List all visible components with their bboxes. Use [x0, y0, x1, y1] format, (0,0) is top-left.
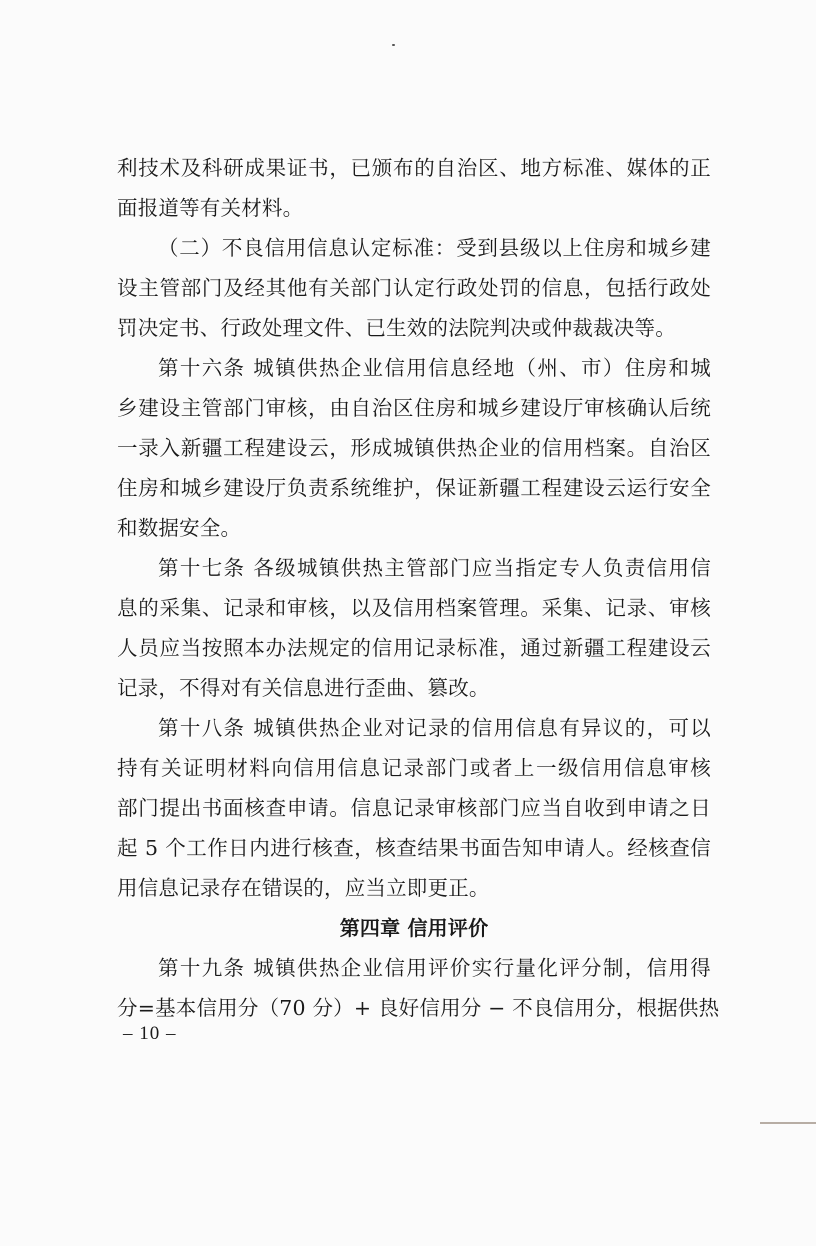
- paragraph-line: 第十六条 城镇供热企业信用信息经地（州、市）住房和城: [158, 356, 711, 380]
- paragraph-line: 息的采集、记录和审核，以及信用档案管理。采集、记录、审核: [117, 596, 711, 620]
- chapter-heading: 第四章 信用评价: [339, 916, 489, 940]
- paragraph-line: 分=基本信用分（70 分）+ 良好信用分 − 不良信用分，根据供热: [117, 996, 720, 1020]
- scan-speck: [392, 44, 395, 46]
- paragraph-line: 用信息记录存在错误的，应当立即更正。: [117, 876, 490, 900]
- paragraph-line: 第十九条 城镇供热企业信用评价实行量化评分制，信用得: [158, 956, 711, 980]
- paragraph-line: 和数据安全。: [117, 516, 242, 540]
- body-text: [117, 148, 720, 1028]
- paragraph-line: 第十八条 城镇供热企业对记录的信用信息有异议的，可以: [158, 716, 711, 740]
- paragraph-line: 罚决定书、行政处理文件、已生效的法院判决或仲裁裁决等。: [117, 316, 676, 340]
- paragraph-line: 设主管部门及经其他有关部门认定行政处罚的信息，包括行政处: [117, 276, 711, 300]
- paragraph-line: 部门提出书面核查申请。信息记录审核部门应当自收到申请之日: [117, 796, 711, 820]
- paragraph-line: 住房和城乡建设厅负责系统维护，保证新疆工程建设云运行安全: [117, 476, 711, 500]
- paragraph-line: 利技术及科研成果证书，已颁布的自治区、地方标准、媒体的正: [117, 156, 711, 180]
- paragraph-line: 一录入新疆工程建设云，形成城镇供热企业的信用档案。自治区: [117, 436, 711, 460]
- paragraph-line: 乡建设主管部门审核，由自治区住房和城乡建设厅审核确认后统: [117, 396, 711, 420]
- paragraph-line: 人员应当按照本办法规定的信用记录标准，通过新疆工程建设云: [117, 636, 711, 660]
- paragraph-line: 第十七条 各级城镇供热主管部门应当指定专人负责信用信: [158, 556, 711, 580]
- paragraph-line: （二）不良信用信息认定标准：受到县级以上住房和城乡建: [158, 236, 711, 260]
- paragraph-line: 记录，不得对有关信息进行歪曲、篡改。: [117, 676, 490, 700]
- paragraph-line: 面报道等有关材料。: [117, 196, 304, 220]
- page-number: – 10 –: [123, 1023, 177, 1044]
- paragraph-line: 起 5 个工作日内进行核查，核查结果书面告知申请人。经核查信: [117, 836, 711, 860]
- scan-edge-mark: [760, 1122, 816, 1124]
- paragraph-line: 持有关证明材料向信用信息记录部门或者上一级信用信息审核: [117, 756, 711, 780]
